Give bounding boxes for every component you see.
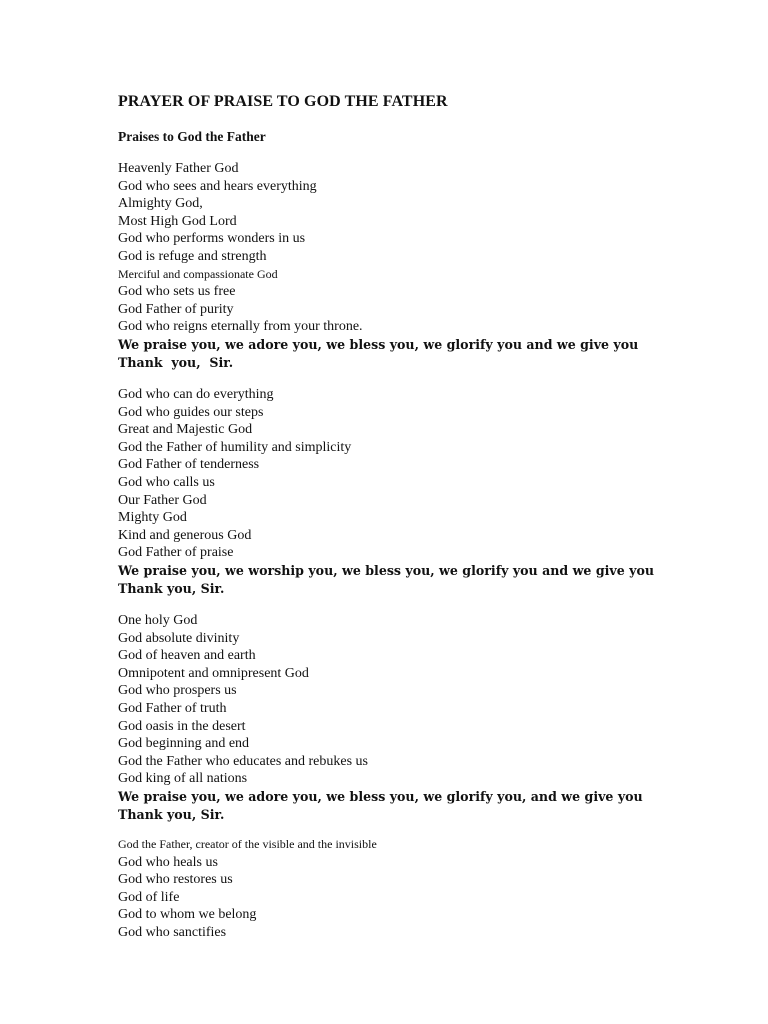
refrain-closing: Thank you, Sir.	[118, 580, 225, 596]
stanza-2	[118, 386, 654, 597]
document-title: PRAYER OF PRAISE TO GOD THE FATHER	[118, 93, 448, 110]
stanza-1	[118, 160, 638, 371]
refrain-closing: Thank you, Sir.	[118, 806, 225, 822]
prayer-line: Our Father God	[118, 492, 207, 508]
prayer-line: God the Father of humility and simplicity	[118, 439, 352, 455]
prayer-line: God who prospers us	[118, 683, 237, 699]
prayer-line: God who sanctifies	[118, 924, 227, 940]
refrain-line: We praise you, we adore you, we bless you, we glorify you and we give you	[118, 336, 639, 352]
prayer-line: God Father of tenderness	[118, 457, 260, 473]
prayer-line: God beginning and end	[118, 736, 250, 752]
prayer-line: God Father of purity	[118, 301, 234, 317]
refrain-line: We praise you, we worship you, we bless you, we glorify you and we give you	[118, 562, 655, 578]
prayer-line: Almighty God,	[118, 196, 203, 212]
prayer-line: God of heaven and earth	[118, 648, 256, 664]
prayer-line: God is refuge and strength	[118, 248, 267, 264]
prayer-line: God who guides our steps	[118, 404, 264, 420]
prayer-line: God who calls us	[118, 474, 215, 490]
prayer-line: Mighty God	[118, 510, 187, 526]
prayer-line: God who sees and hears everything	[118, 178, 317, 194]
prayer-line: God oasis in the desert	[118, 718, 246, 734]
prayer-line: Omnipotent and omnipresent God	[118, 665, 309, 681]
prayer-line: Great and Majestic God	[118, 422, 253, 438]
prayer-line: God who heals us	[118, 854, 218, 870]
prayer-line: God who performs wonders in us	[118, 231, 306, 247]
prayer-line: Heavenly Father God	[118, 161, 239, 176]
document-subtitle: Praises to God the Father	[118, 129, 266, 144]
prayer-line: God of life	[118, 889, 180, 905]
refrain-closing: Thank you, Sir.	[118, 354, 234, 370]
prayer-line: God to whom we belong	[118, 907, 257, 923]
prayer-line: God the Father, creator of the visible and the invisible	[118, 837, 377, 851]
prayer-line: One holy God	[118, 613, 198, 628]
stanza-3	[118, 612, 643, 823]
prayer-line: God absolute divinity	[118, 630, 240, 646]
prayer-line: God who sets us free	[118, 284, 236, 300]
prayer-line: God king of all nations	[118, 771, 248, 787]
prayer-line: God Father of praise	[118, 545, 234, 561]
refrain-line: We praise you, we adore you, we bless you, we glorify you, and we give you	[118, 788, 643, 804]
prayer-line: God who can do everything	[118, 387, 274, 402]
prayer-line: Merciful and compassionate God	[118, 266, 278, 281]
prayer-line: God the Father who educates and rebukes us	[118, 753, 368, 769]
prayer-line: God who restores us	[118, 872, 233, 888]
prayer-line: God Father of truth	[118, 700, 227, 716]
prayer-line: Most High God Lord	[118, 213, 237, 229]
prayer-line: God who reigns eternally from your throne.	[118, 319, 363, 335]
stanza-4	[118, 836, 377, 942]
prayer-line: Kind and generous God	[118, 527, 252, 543]
